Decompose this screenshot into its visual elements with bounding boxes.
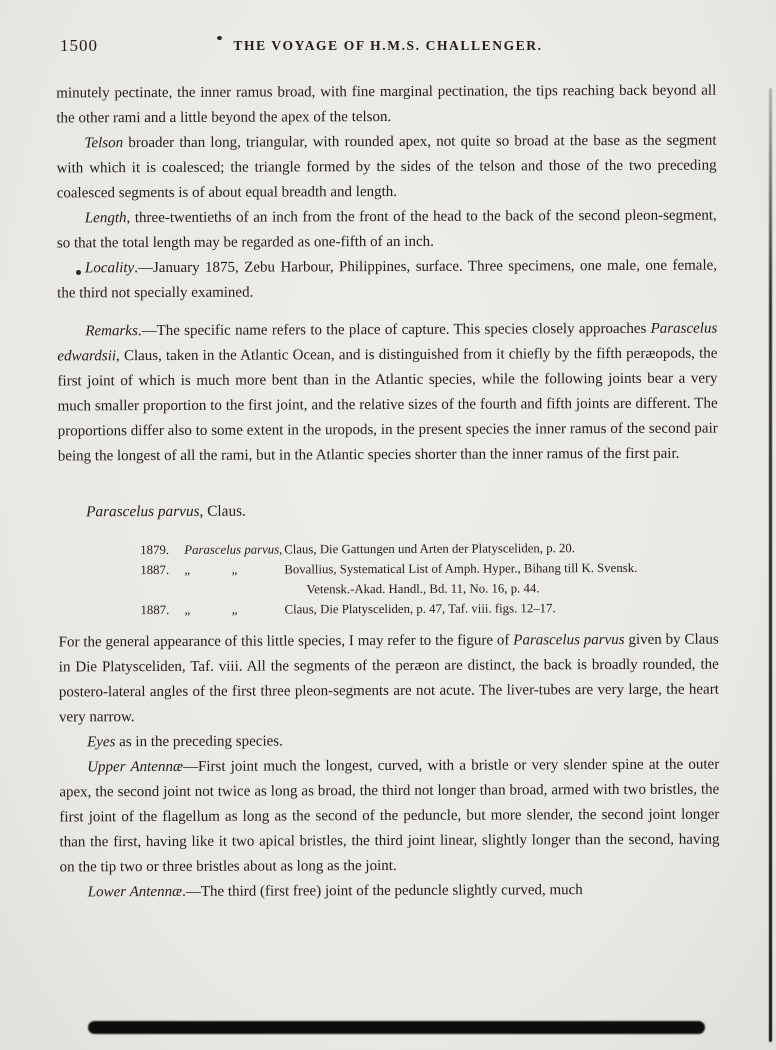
italic-text: Lower Antennæ — [87, 883, 183, 901]
citation-year: 1887. — [140, 602, 170, 618]
scan-artifact-speck — [76, 270, 81, 275]
body-text: minutely pectinate, the inner ramus broad, with fine marginal pectination, the tips reaching back beyond all the other rami and a little beyond the apex of the telson. — [56, 82, 717, 127]
paragraph — [59, 728, 719, 756]
body-text: , three-twentieths of an inch from the front of the head to the back of the second pleon-segment, so that the total length may be regarded as one-fifth of an inch. — [56, 207, 717, 252]
italic-text: Telson — [84, 135, 124, 152]
body-text: given by Claus in Die Platysceliden, Taf. viii. All the segments of the peræon are distinct, the back is broadly rounded, the postero-lateral angles of the first three pleon-segments are not acute. The liver-tubes are very large, the heart very narrow. — [58, 631, 719, 726]
paragraph — [56, 79, 716, 132]
citation-line: Vetensk.-Akad. Handl., Bd. 11, No. 16, p. 44. — [306, 581, 540, 597]
page-header — [58, 34, 718, 60]
citation-ditto-marks: „ „ — [184, 602, 238, 617]
citation-text — [284, 558, 718, 600]
citation-year: 1879. — [140, 542, 170, 558]
italic-text: Length — [84, 210, 127, 227]
citation-species-name: Parascelus parvus, — [184, 542, 283, 557]
citation-year: 1887. — [140, 562, 170, 578]
page-number: 1500 — [60, 36, 98, 55]
italic-text: Parascelus parvus — [513, 631, 625, 649]
paragraph — [59, 628, 719, 731]
italic-text: Remarks — [85, 323, 138, 340]
running-title: THE VOYAGE OF H.M.S. CHALLENGER. — [233, 38, 543, 53]
body-text: as in the preceding species. — [115, 733, 283, 751]
body-text: .—The specific name refers to the place of capture. This species closely approaches — [137, 320, 651, 340]
body-text: .—The third (first free) joint of the peduncle slightly curved, much — [182, 882, 583, 900]
citation-line: Claus, Die Gattungen und Arten der Platysceliden, p. 20. — [284, 541, 575, 557]
paragraph — [57, 204, 717, 257]
citation-row — [140, 598, 718, 621]
paragraph — [57, 254, 717, 307]
paragraph — [59, 753, 720, 881]
page-content — [56, 79, 720, 906]
italic-text: Eyes — [87, 734, 116, 751]
paragraph — [56, 129, 716, 207]
species-heading — [86, 497, 718, 525]
citation-row — [140, 538, 718, 561]
citation-ditto-marks: „ „ — [184, 562, 238, 577]
italic-text: Locality — [84, 260, 135, 277]
italic-text: Parascelus parvus — [86, 502, 200, 521]
body-text: For the general appearance of this little species, I may refer to the figure of — [58, 632, 514, 651]
paragraph — [57, 317, 718, 470]
citation-line: Bovallius, Systematical List of Amph. Hyper., Bihang till K. Svensk. — [284, 560, 638, 577]
italic-text: Upper Antennæ — [87, 758, 183, 776]
body-text: , Claus. — [199, 502, 246, 520]
scan-artifact-speck — [217, 36, 222, 40]
citation-line: Claus, Die Platysceliden, p. 47, Taf. viii. figs. 12–17. — [284, 601, 556, 617]
citation-text — [284, 538, 718, 560]
body-text: , Claus, taken in the Atlantic Ocean, and is distinguished from it chiefly by the fifth peræopods, the first joint of which is much more bent than in the Atlantic species, while the following joints bear a very much smaller proportion to the first joint, and the relative sizes of the fourth and fifth joints are different. The proportions differ also to some extent in the uropods, in the present species the inner ramus of the second pair being the longest of all the rami, but in the Atlantic species shorter than the inner ramus of the first pair. — [57, 345, 718, 465]
paragraph — [60, 878, 720, 906]
citation-row — [140, 558, 718, 601]
citation-text — [284, 598, 718, 620]
italic-text: Parascelus edwardsii — [57, 320, 718, 365]
citation-list — [140, 538, 718, 621]
body-text: .—January 1875, Zebu Harbour, Philippines, surface. Three specimens, one male, one female, the third not specially examined. — [57, 257, 718, 302]
scan-artifact-right-edge — [769, 88, 772, 1042]
body-text: broader than long, triangular, with rounded apex, not quite so broad at the base as the segment with which it is coalesced; the triangle formed by the sides of the telson and those of the two preceding coalesced segments is of about equal breadth and length. — [56, 132, 717, 202]
body-text: —First joint much the longest, curved, with a bristle or very slender spine at the outer apex, the second joint not twice as long as broad, the third not longer than broad, armed with two bristles, the first joint of the flagellum as long as the second of the peduncle, but more slender, the second joint longer than the first, having like it two apical bristles, the third joint linear, slightly longer than the second, having on the tip two or three bristles about as long as the joint. — [59, 756, 720, 876]
scan-artifact-bottom-bar — [88, 1021, 705, 1034]
